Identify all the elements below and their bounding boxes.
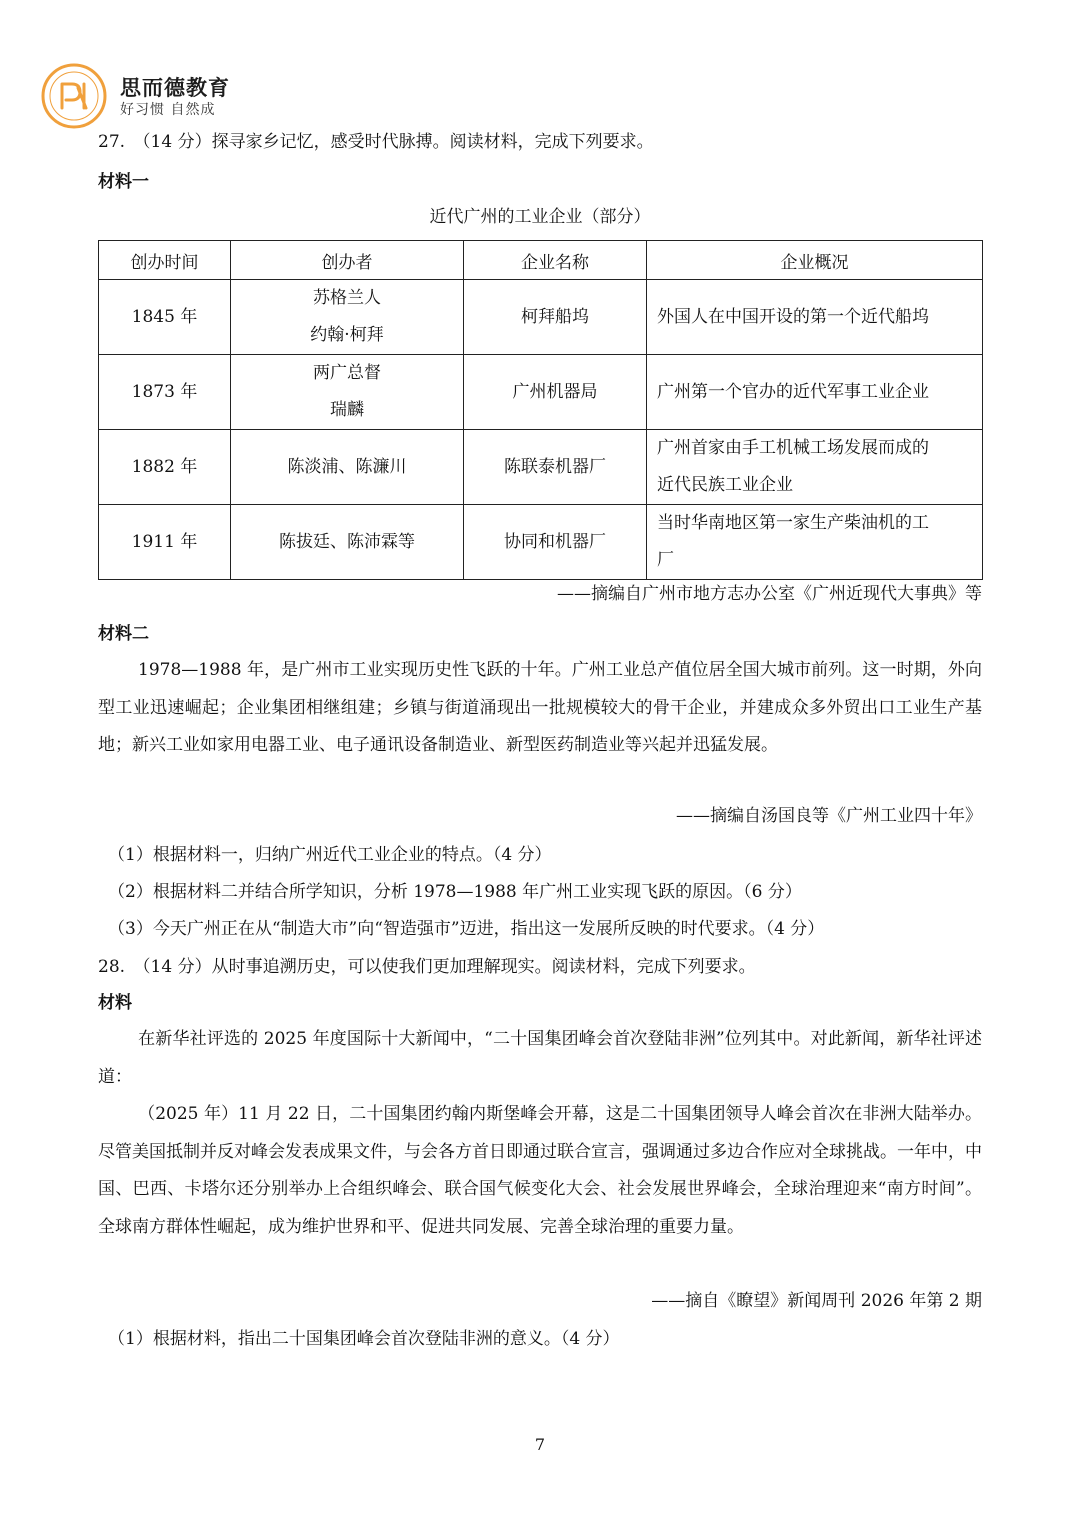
table-row xyxy=(99,505,983,580)
table-header: 企业名称 xyxy=(464,241,647,280)
source-citation-3: ——摘自《瞭望》新闻周刊 2026 年第 2 期 xyxy=(651,1291,982,1311)
table-row xyxy=(99,430,983,505)
cell-founder: 陈拔廷、陈沛霖等 xyxy=(231,505,464,580)
cell-year: 1845 年 xyxy=(99,280,231,355)
brand-name: 思而德教育 xyxy=(120,76,230,100)
brand-logo-icon xyxy=(40,62,108,130)
table-header-row xyxy=(99,241,983,280)
brand-slogan: 好习惯 自然成 xyxy=(120,102,216,118)
table-title: 近代广州的工业企业（部分） xyxy=(429,207,651,227)
q28-material-label: 材料 xyxy=(98,993,132,1013)
source-citation-1: ——摘编自广州市地方志办公室《广州近现代大事典》等 xyxy=(557,584,982,604)
cell-overview: 广州第一个官办的近代军事工业企业 xyxy=(647,355,983,430)
cell-year: 1882 年 xyxy=(99,430,231,505)
page-number: 7 xyxy=(534,1435,546,1454)
q27-sub2: （2）根据材料二并结合所学知识，分析 1978—1988 年广州工业实现飞跃的原因。（6 分） xyxy=(108,882,802,902)
cell-name: 广州机器局 xyxy=(464,355,647,430)
q27-sub3: （3）今天广州正在从“制造大市”向“智造强市”迈进，指出这一发展所反映的时代要求。（4 分） xyxy=(108,919,825,939)
q27-sub1: （1）根据材料一，归纳广州近代工业企业的特点。（4 分） xyxy=(108,845,552,865)
cell-founder: 两广总督 瑞麟 xyxy=(231,355,464,430)
table-header: 企业概况 xyxy=(647,241,983,280)
cell-founder: 陈淡浦、陈濂川 xyxy=(231,430,464,505)
q27-stem: 27. （14 分）探寻家乡记忆，感受时代脉搏。阅读材料，完成下列要求。 xyxy=(98,132,654,152)
source-citation-2: ——摘编自汤国良等《广州工业四十年》 xyxy=(676,806,982,826)
cell-overview: 广州首家由手工机械工场发展而成的 近代民族工业企业 xyxy=(647,430,983,505)
cell-name: 柯拜船坞 xyxy=(464,280,647,355)
enterprise-table xyxy=(98,240,983,580)
q28-paragraph-2: （2025 年）11 月 22 日，二十国集团约翰内斯堡峰会开幕，这是二十国集团领导人峰会首次在非洲大陆举办。尽管美国抵制并反对峰会发表成果文件，与会各方首日即通过联合宣言，强调通过多边合作应对全球挑战。一年中，中国、巴西、卡塔尔还分别举办上合组织峰会、联合国气候变化大会、社会发展世界峰会，全球治理迎来“南方时间”。全球南方群体性崛起，成为维护世界和平、促进共同发展、完善全球治理的重要力量。 xyxy=(98,1104,982,1237)
cell-overview: 当时华南地区第一家生产柴油机的工 厂 xyxy=(647,505,983,580)
q28-stem: 28. （14 分）从时事追溯历史，可以使我们更加理解现实。阅读材料，完成下列要求。 xyxy=(98,957,756,977)
table-header: 创办者 xyxy=(231,241,464,280)
cell-founder: 苏格兰人 约翰·柯拜 xyxy=(231,280,464,355)
q27-material1-label: 材料一 xyxy=(98,172,149,192)
q27-material2-label: 材料二 xyxy=(98,624,149,644)
cell-year: 1873 年 xyxy=(99,355,231,430)
cell-overview: 外国人在中国开设的第一个近代船坞 xyxy=(647,280,983,355)
q28-paragraph-1: 在新华社评选的 2025 年度国际十大新闻中，“二十国集团峰会首次登陆非洲”位列其中。对此新闻，新华社评述道： xyxy=(98,1029,982,1087)
cell-year: 1911 年 xyxy=(99,505,231,580)
table-header: 创办时间 xyxy=(99,241,231,280)
table-row xyxy=(99,355,983,430)
q28-sub1: （1）根据材料，指出二十国集团峰会首次登陆非洲的意义。（4 分） xyxy=(108,1329,620,1349)
table-row xyxy=(99,280,983,355)
material2-paragraph: 1978—1988 年，是广州市工业实现历史性飞跃的十年。广州工业总产值位居全国大城市前列。这一时期，外向型工业迅速崛起；企业集团相继组建；乡镇与街道涌现出一批规模较大的骨干企业，并建成众多外贸出口工业生产基地；新兴工业如家用电器工业、电子通讯设备制造业、新型医药制造业等兴起并迅猛发展。 xyxy=(98,660,982,755)
cell-name: 陈联泰机器厂 xyxy=(464,430,647,505)
cell-name: 协同和机器厂 xyxy=(464,505,647,580)
